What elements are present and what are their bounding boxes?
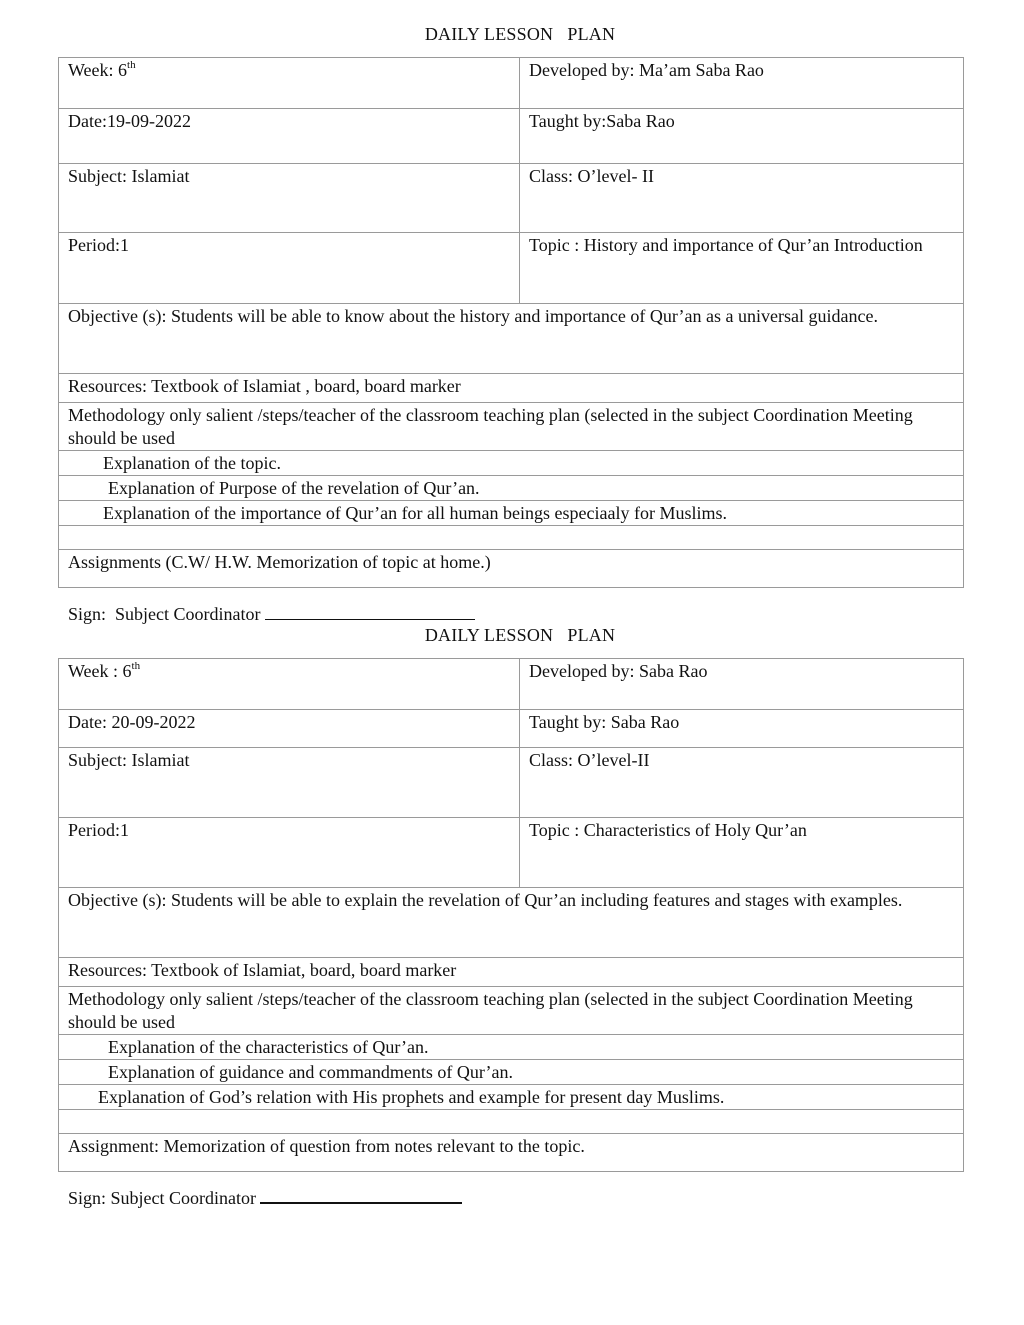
taught-by-cell: Taught by:Saba Rao: [520, 109, 964, 164]
signature-line: [68, 603, 475, 626]
objective-cell: Objective (s): Students will be able to explain the revelation of Qur’an including features and stages with examples.: [59, 888, 964, 958]
lesson-plan-table: [58, 57, 964, 588]
empty-row: [59, 1110, 964, 1134]
week-cell: Week : 6th: [59, 659, 520, 710]
resources-cell: Resources: Textbook of Islamiat , board, board marker: [59, 374, 964, 403]
signature-blank: [265, 618, 475, 620]
signature-line: [68, 1187, 462, 1210]
date-cell: Date: 20-09-2022: [59, 710, 520, 748]
methodology-cell: Methodology only salient /steps/teacher of the classroom teaching plan (selected in the subject Coordination Meeting should be used: [59, 987, 964, 1035]
topic-cell: Topic : Characteristics of Holy Qur’an: [520, 818, 964, 888]
signature-blank: [260, 1201, 462, 1204]
developed-by-cell: Developed by: Saba Rao: [520, 659, 964, 710]
class-cell: Class: O’level-II: [520, 748, 964, 818]
sign-label: Sign: Subject Coordinator: [68, 604, 261, 624]
subject-cell: Subject: Islamiat: [59, 164, 520, 233]
lesson-plan-table: [58, 658, 964, 1172]
step-cell: Explanation of Purpose of the revelation of Qur’an.: [59, 476, 964, 501]
period-cell: Period:1: [59, 818, 520, 888]
assignment-cell: Assignment: Memorization of question from notes relevant to the topic.: [59, 1134, 964, 1172]
lesson-plan-title: DAILY LESSON PLAN: [424, 625, 616, 645]
resources-cell: Resources: Textbook of Islamiat, board, board marker: [59, 958, 964, 987]
taught-by-cell: Taught by: Saba Rao: [520, 710, 964, 748]
date-cell: Date:19-09-2022: [59, 109, 520, 164]
step-cell: Explanation of guidance and commandments of Qur’an.: [59, 1060, 964, 1085]
developed-by-cell: Developed by: Ma’am Saba Rao: [520, 58, 964, 109]
topic-cell: Topic : History and importance of Qur’an Introduction: [520, 233, 964, 304]
period-cell: Period:1: [59, 233, 520, 304]
class-cell: Class: O’level- II: [520, 164, 964, 233]
step-cell: Explanation of the characteristics of Qur’an.: [59, 1035, 964, 1060]
subject-cell: Subject: Islamiat: [59, 748, 520, 818]
sign-label: Sign: Subject Coordinator: [68, 1188, 256, 1208]
lesson-plan-title: DAILY LESSON PLAN: [424, 24, 616, 44]
methodology-cell: Methodology only salient /steps/teacher of the classroom teaching plan (selected in the subject Coordination Meeting should be used: [59, 403, 964, 451]
week-cell: Week: 6th: [59, 58, 520, 109]
step-cell: Explanation of God’s relation with His prophets and example for present day Muslims.: [59, 1085, 964, 1110]
empty-row: [59, 526, 964, 550]
assignment-cell: Assignments (C.W/ H.W. Memorization of topic at home.): [59, 550, 964, 588]
objective-cell: Objective (s): Students will be able to know about the history and importance of Qur’an as a universal guidance.: [59, 304, 964, 374]
step-cell: Explanation of the importance of Qur’an for all human beings especiaaly for Muslims.: [59, 501, 964, 526]
step-cell: Explanation of the topic.: [59, 451, 964, 476]
